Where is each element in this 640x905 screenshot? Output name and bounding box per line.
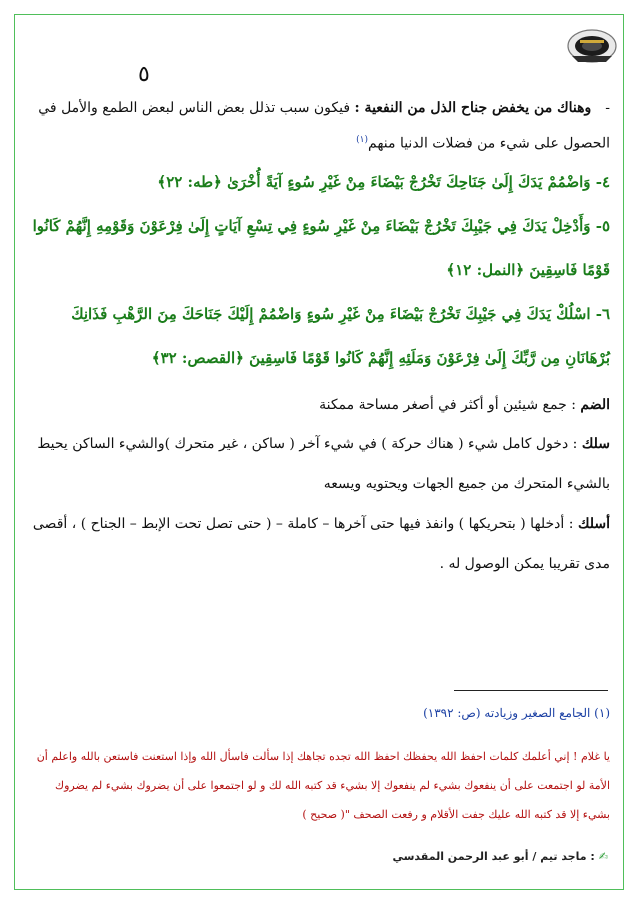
verse-2: ٥- وَأَدْخِلْ يَدَكَ فِي جَيْبِكَ تَخْرُجْ بَيْضَاءَ مِنْ غَيْرِ سُوءٍ فِي تِسْعِ آيَاتٍ إِلَىٰ فِرْعَوْنَ وَقَوْمِهِ إِنَّهُمْ كَانُوا قَوْمًا فَاسِقِينَ ﴿النمل: ١٢﴾ — [32, 216, 610, 279]
definition-term: سلك — [581, 435, 610, 452]
definition-term: الضم — [580, 396, 610, 413]
definition-term: أسلك — [577, 515, 610, 532]
footnote-text: (١) الجامع الصغير وزيادته (ص: ١٣٩٢) — [423, 706, 610, 720]
signature — [392, 850, 608, 863]
definition-text: : جمع شيئين أو أكثر في أصغر مساحة ممكنة — [319, 396, 576, 413]
definition-text: : دخول كامل شيء ( هناك حركة ) في شيء آخر ( ساكن ، غير متحرك )والشيء الساكن يحيط بالشيء المتحرك من جميع الجهات ويحتويه ويسعه — [37, 435, 610, 492]
logo-emblem-icon — [566, 26, 618, 66]
definition-dam — [30, 386, 610, 424]
intro-text: فيكون سبب تذلل بعض الناس لبعض الطمع والأمل في الحصول على شيء من فضلات الدنيا منهم — [38, 100, 610, 152]
signature-text: : ماجد تيم / أبو عبد الرحمن المقدسي — [392, 850, 595, 863]
definition-aslak — [30, 504, 610, 584]
intro-paragraph — [30, 92, 610, 160]
page-number: ٥ — [138, 62, 150, 87]
bullet-dash: - — [605, 100, 610, 116]
footnote-separator — [454, 690, 608, 691]
main-content — [30, 92, 610, 584]
verse-3: ٦- اسْلُكْ يَدَكَ فِي جَيْبِكَ تَخْرُجْ بَيْضَاءَ مِنْ غَيْرِ سُوءٍ وَاضْمُمْ إِلَيْكَ جَنَاحَكَ مِنَ الرَّهْبِ فَذَانِكَ بُرْهَانَانِ مِن رَّبِّكَ إِلَىٰ فِرْعَوْنَ وَمَلَئِهِ إِنَّهُمْ كَانُوا قَوْمًا فَاسِقِينَ ﴿القصص: ٣٢﴾ — [71, 304, 610, 367]
intro-heading: وهناك من يخفض جناح الذل من النفعية : — [354, 100, 592, 116]
hadith-text: يا غلام ! إني أعلمك كلمات احفظ الله يحفظك احفظ الله تجده تجاهك إذا سألت فاسأل الله وإذا استعنت فاستعن بالله واعلم أن الأمة لو اجتمعت على أن ينفعوك بشيء لم ينفعوك إلا بشيء قد كتبه الله لك و لو اجتمعوا على أن يضروك بشيء لم يضروك بشيء إلا قد كتبه الله عليك جفت الأقلام و رفعت الصحف "( صحيح ) — [36, 750, 610, 821]
verse-1: ٤- وَاضْمُمْ يَدَكَ إِلَىٰ جَنَاحِكَ تَخْرُجْ بَيْضَاءَ مِنْ غَيْرِ سُوءٍ آيَةً أُخْرَىٰ ﴿طه: ٢٢﴾ — [157, 172, 610, 191]
definition-salak — [30, 424, 610, 504]
pen-icon: ✍ — [598, 850, 608, 863]
definition-text: : أدخلها ( بتحريكها ) وانفذ فيها حتى آخرها – كاملة – ( حتى تصل تحت الإبط – الجناح ) ، أقصى مدى تقريبا يمكن الوصول له . — [32, 515, 610, 572]
footnote-ref[interactable]: (١) — [356, 135, 368, 145]
